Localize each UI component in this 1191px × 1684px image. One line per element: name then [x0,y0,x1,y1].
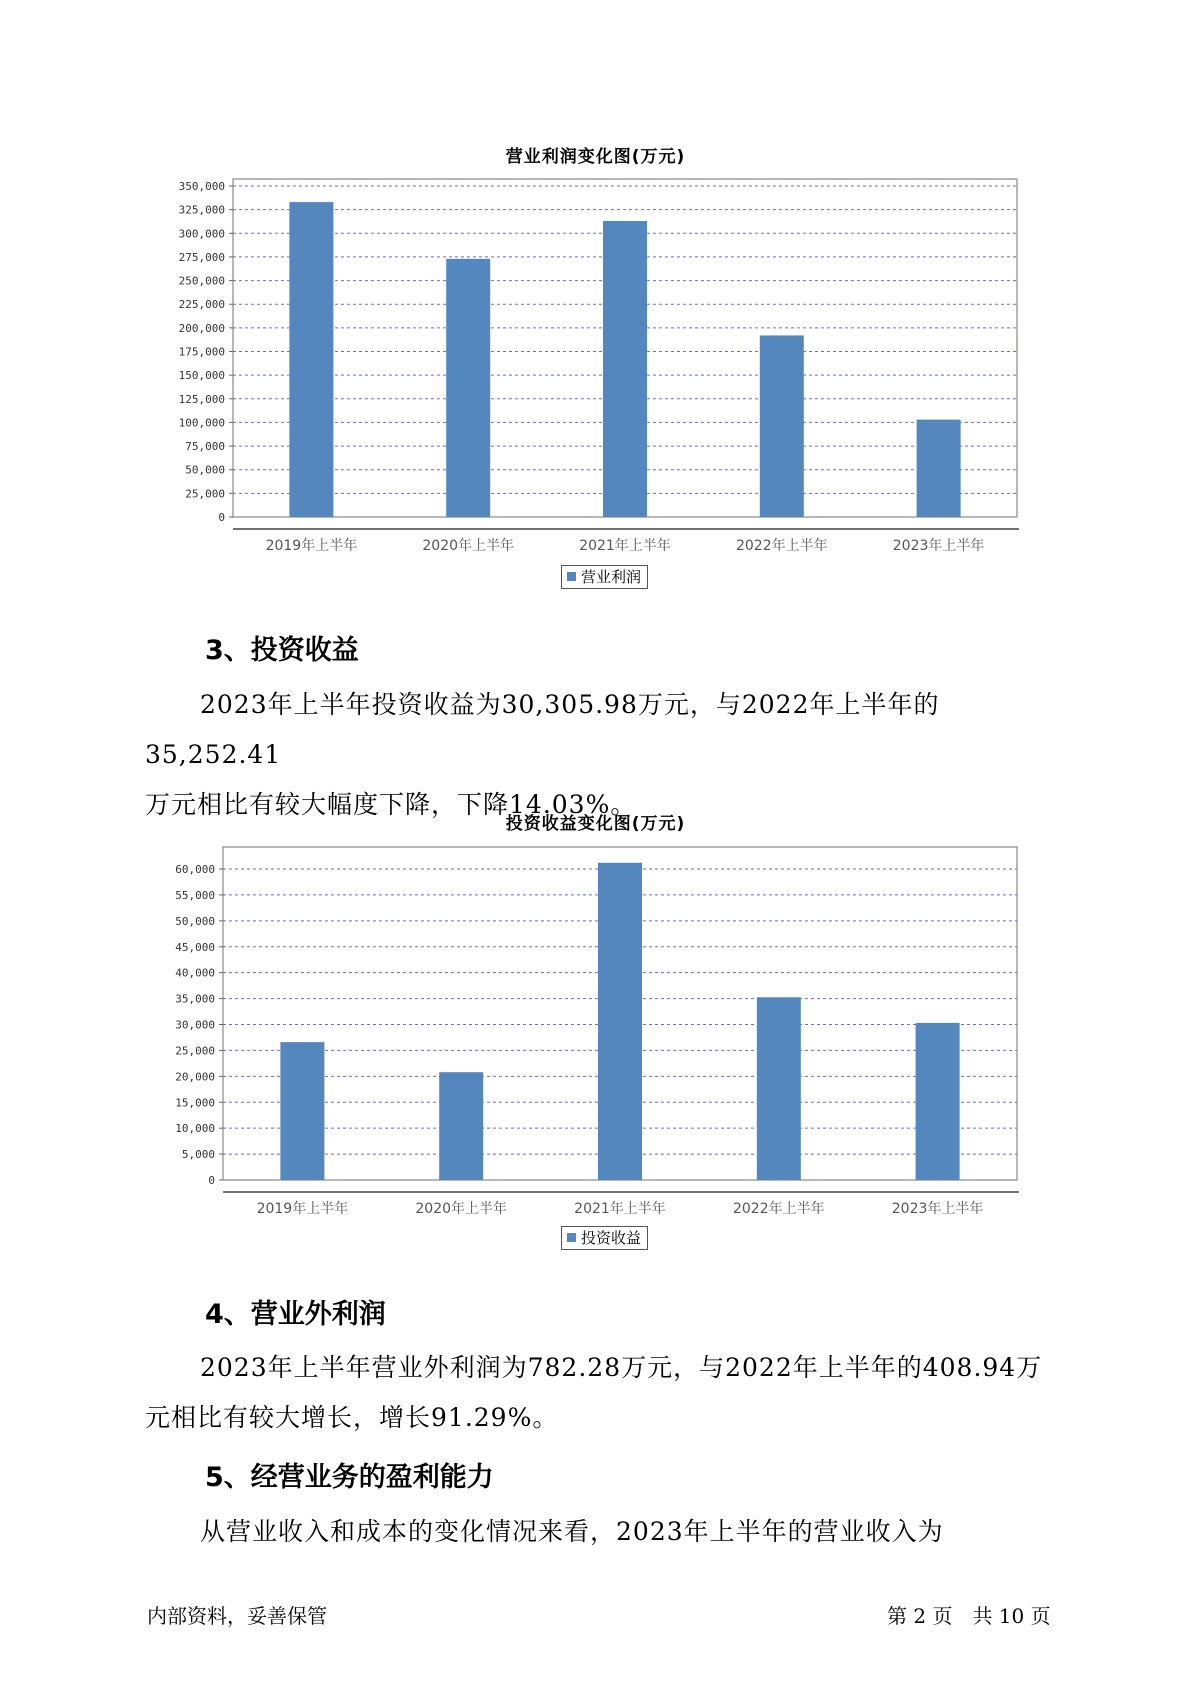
y-tick-label: 30,000 [175,1018,215,1032]
legend-investment-income [561,1226,648,1250]
x-tick-label: 2019年上半年 [265,538,358,554]
section-3-heading: 3、投资收益 [205,635,359,666]
section-5-paragraph [145,1507,1075,1557]
bar [757,997,801,1180]
x-tick-label: 2021年上半年 [579,538,671,554]
y-tick-label: 50,000 [185,463,225,477]
legend-label: 营业利润 [581,568,642,586]
y-tick-label: 25,000 [185,487,225,501]
y-tick-label: 225,000 [178,298,225,312]
x-tick-label: 2019年上半年 [256,1201,349,1217]
y-tick-label: 350,000 [178,180,225,193]
y-tick-label: 15,000 [175,1096,215,1110]
y-tick-label: 75,000 [185,440,225,454]
section-5-line-1: 从营业收入和成本的变化情况来看，2023年上半年的营业收入为 [200,1517,944,1546]
y-tick-label: 175,000 [178,345,225,359]
legend-label: 投资收益 [581,1229,642,1247]
y-tick-label: 200,000 [178,321,225,335]
x-tick-label: 2023年上半年 [892,538,985,554]
y-tick-label: 300,000 [178,227,225,241]
y-tick-label: 25,000 [175,1044,215,1058]
y-tick-label: 100,000 [178,416,225,430]
chart-title-investment-income: 投资收益变化图(万元) [505,814,686,834]
x-tick-label: 2022年上半年 [732,1201,825,1217]
y-tick-label: 45,000 [175,940,215,954]
y-tick-label: 60,000 [175,863,215,876]
y-tick-label: 5,000 [181,1148,215,1162]
footer-left: 内部资料，妥善保管 [147,1604,327,1628]
bar [598,863,642,1180]
footer-page-number: 第 2 页 共 10 页 [887,1604,1051,1628]
y-tick-label: 55,000 [175,888,215,902]
section-4-heading: 4、营业外利润 [205,1299,386,1330]
y-tick-label: 125,000 [178,392,225,406]
x-tick-label: 2023年上半年 [891,1201,984,1217]
y-tick-label: 0 [218,511,225,524]
x-tick-label: 2020年上半年 [415,1201,508,1217]
bar [280,1042,324,1180]
section-4-paragraph [145,1343,1075,1443]
y-tick-label: 50,000 [175,914,215,928]
x-tick-label: 2020年上半年 [422,538,515,554]
bar [916,1023,960,1180]
x-tick-label: 2021年上半年 [574,1201,666,1217]
legend-swatch [567,1233,576,1242]
section-4-line-1: 2023年上半年营业外利润为782.28万元，与2022年上半年的408.94万 [200,1353,1043,1382]
y-tick-label: 10,000 [175,1122,215,1136]
y-tick-label: 250,000 [178,274,225,288]
y-tick-label: 20,000 [175,1070,215,1084]
x-tick-label: 2022年上半年 [735,538,828,554]
section-3-line-2: 万元相比有较大幅度下降，下降14.03%。 [145,790,637,819]
section-3-line-1: 2023年上半年投资收益为30,305.98万元，与2022年上半年的35,252.41 [145,690,940,769]
chart-title-operating-profit: 营业利润变化图(万元) [505,147,686,167]
y-tick-label: 150,000 [178,369,225,383]
y-tick-label: 0 [208,1174,215,1187]
bar [439,1072,483,1180]
section-4-line-2: 元相比有较大增长，增长91.29%。 [145,1403,559,1432]
y-tick-label: 325,000 [178,203,225,217]
y-tick-label: 275,000 [178,250,225,264]
y-tick-label: 40,000 [175,966,215,980]
y-tick-label: 35,000 [175,992,215,1006]
section-5-heading: 5、经营业务的盈利能力 [205,1462,494,1493]
